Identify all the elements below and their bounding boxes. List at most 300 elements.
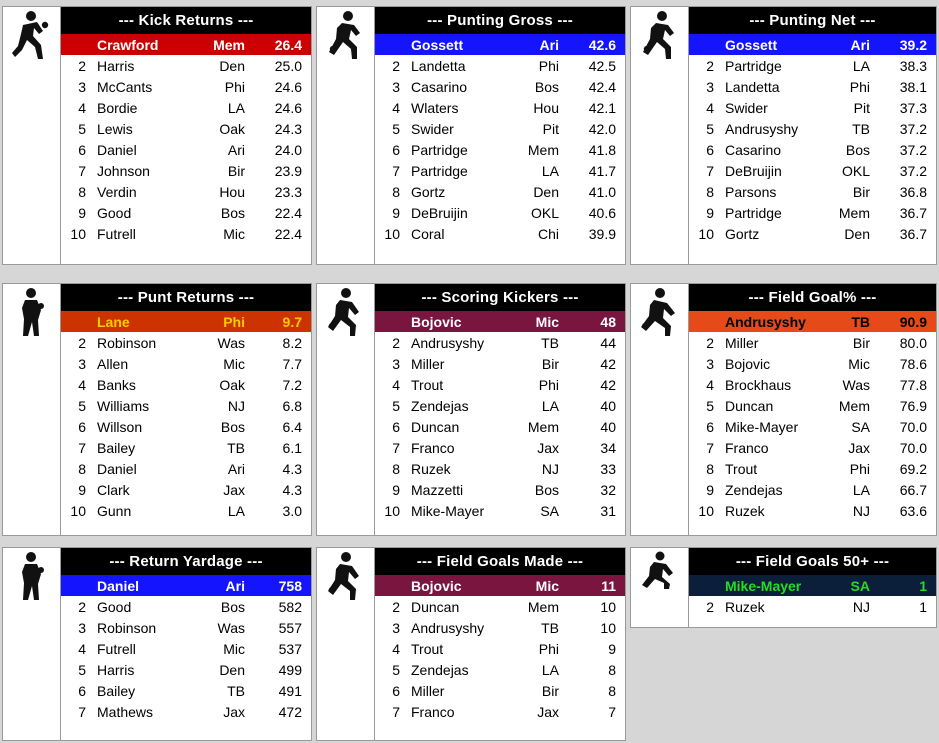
team-cell: Ari — [539, 36, 559, 53]
stat-value-cell: 6.1 — [282, 439, 302, 456]
table-row — [61, 223, 311, 244]
team-cell: Jax — [537, 439, 559, 456]
table-row — [61, 701, 311, 722]
player-name-cell: Gossett — [725, 36, 778, 53]
table-row — [375, 680, 625, 701]
team-cell: LA — [852, 57, 870, 74]
table-row — [61, 353, 311, 374]
table-row — [689, 596, 936, 617]
team-cell: Bos — [220, 598, 245, 615]
stat-value-cell: 78.6 — [899, 355, 927, 372]
team-cell: Ari — [227, 141, 245, 158]
player-name-cell: Landetta — [725, 78, 780, 95]
stat-value-cell: 69.2 — [899, 460, 927, 477]
player-name-cell: Gossett — [411, 36, 464, 53]
rank-cell: 6 — [392, 682, 400, 699]
table-row — [61, 181, 311, 202]
team-cell: Bir — [852, 334, 870, 351]
rank-cell: 8 — [78, 460, 86, 477]
team-cell: Bos — [845, 141, 870, 158]
rank-cell: 3 — [706, 78, 714, 95]
table-row — [61, 139, 311, 160]
team-cell: TB — [852, 120, 870, 137]
player-name-cell: Bojovic — [411, 313, 462, 330]
stat-value-cell: 22.4 — [274, 225, 302, 242]
team-cell: SA — [540, 502, 559, 519]
player-name-cell: Bojovic — [411, 577, 462, 594]
player-name-cell: Harris — [97, 661, 135, 678]
player-silhouette-icon — [317, 284, 375, 535]
leader-row — [61, 34, 311, 55]
stat-value-cell: 23.3 — [274, 183, 302, 200]
rank-cell: 9 — [78, 481, 86, 498]
team-cell: Bos — [220, 418, 245, 435]
team-cell: Mic — [223, 355, 245, 372]
team-cell: SA — [851, 418, 870, 435]
stat-panel-kick-returns — [2, 6, 312, 265]
player-name-cell: Zendejas — [411, 661, 469, 678]
stat-value-cell: 38.3 — [899, 57, 927, 74]
player-name-cell: Miller — [411, 355, 445, 372]
team-cell: NJ — [852, 598, 870, 615]
table-row — [689, 160, 936, 181]
table-row — [689, 374, 936, 395]
stat-value-cell: 42.0 — [588, 120, 616, 137]
player-name-cell: Miller — [411, 682, 445, 699]
team-cell: Phi — [538, 376, 559, 393]
table-row — [61, 202, 311, 223]
rank-cell: 10 — [70, 225, 86, 242]
player-name-cell: Bailey — [97, 682, 136, 699]
table-row — [375, 118, 625, 139]
rank-cell: 2 — [78, 57, 86, 74]
leader-list — [375, 575, 625, 722]
player-name-cell: Swider — [725, 99, 768, 116]
rank-cell: 5 — [392, 397, 400, 414]
table-row — [689, 479, 936, 500]
rank-cell: 10 — [698, 225, 714, 242]
table-row — [689, 55, 936, 76]
stat-value-cell: 42.6 — [588, 36, 616, 53]
team-cell: Den — [844, 225, 870, 242]
table-row — [375, 374, 625, 395]
team-cell: Bir — [852, 183, 870, 200]
leader-list — [375, 34, 625, 244]
player-name-cell: Zendejas — [411, 397, 469, 414]
stat-value-cell: 6.4 — [282, 418, 302, 435]
team-cell: LA — [227, 99, 245, 116]
table-row — [375, 202, 625, 223]
stat-value-cell: 8 — [608, 661, 616, 678]
rank-cell: 7 — [706, 162, 714, 179]
player-name-cell: Futrell — [97, 640, 136, 657]
stat-value-cell: 76.9 — [899, 397, 927, 414]
player-name-cell: Daniel — [97, 577, 140, 594]
stat-value-cell: 70.0 — [899, 418, 927, 435]
stat-value-cell: 23.9 — [274, 162, 302, 179]
rank-cell: 4 — [392, 640, 400, 657]
team-cell: LA — [541, 397, 559, 414]
leader-list — [61, 34, 311, 244]
table-row — [61, 97, 311, 118]
team-cell: TB — [227, 682, 245, 699]
team-cell: Den — [533, 183, 559, 200]
rank-cell: 10 — [698, 502, 714, 519]
table-row — [375, 500, 625, 521]
stat-value-cell: 42.5 — [588, 57, 616, 74]
stat-value-cell: 24.6 — [274, 78, 302, 95]
team-cell: Phi — [849, 460, 870, 477]
rank-cell: 6 — [706, 418, 714, 435]
stat-value-cell: 7.2 — [282, 376, 302, 393]
panel-body — [375, 284, 625, 535]
stat-value-cell: 41.7 — [588, 162, 616, 179]
player-name-cell: Banks — [97, 376, 136, 393]
panel-title: --- Kick Returns --- — [61, 7, 311, 34]
panel-title: --- Punting Net --- — [689, 7, 936, 34]
team-cell: Mic — [223, 640, 245, 657]
table-row — [61, 479, 311, 500]
stat-value-cell: 77.8 — [899, 376, 927, 393]
player-name-cell: Franco — [725, 439, 769, 456]
stat-value-cell: 472 — [278, 703, 302, 720]
rank-cell: 5 — [78, 397, 86, 414]
stat-value-cell: 4.3 — [282, 481, 302, 498]
stat-panel-punt-returns — [2, 283, 312, 536]
panel-title: --- Field Goal% --- — [689, 284, 936, 311]
rank-cell: 6 — [78, 141, 86, 158]
player-name-cell: Partridge — [411, 141, 468, 158]
stat-value-cell: 4.3 — [282, 460, 302, 477]
rank-cell: 4 — [78, 640, 86, 657]
team-cell: Phi — [224, 78, 245, 95]
panel-title: --- Scoring Kickers --- — [375, 284, 625, 311]
table-row — [689, 97, 936, 118]
stat-value-cell: 41.0 — [588, 183, 616, 200]
player-name-cell: Harris — [97, 57, 135, 74]
table-row — [689, 223, 936, 244]
stat-value-cell: 42 — [600, 355, 616, 372]
player-name-cell: Casarino — [411, 78, 468, 95]
leader-list — [689, 575, 936, 617]
panel-title: --- Return Yardage --- — [61, 548, 311, 575]
table-row — [689, 353, 936, 374]
rank-cell: 9 — [706, 481, 714, 498]
stat-value-cell: 1 — [919, 577, 927, 594]
player-silhouette-icon — [3, 284, 61, 535]
rank-cell: 10 — [384, 225, 400, 242]
stat-value-cell: 34 — [600, 439, 616, 456]
player-name-cell: Bojovic — [725, 355, 771, 372]
player-name-cell: Duncan — [725, 397, 774, 414]
table-row — [689, 139, 936, 160]
stat-value-cell: 44 — [600, 334, 616, 351]
panel-title: --- Field Goals 50+ --- — [689, 548, 936, 575]
player-name-cell: Partridge — [725, 57, 782, 74]
stat-value-cell: 22.4 — [274, 204, 302, 221]
rank-cell: 4 — [78, 99, 86, 116]
rank-cell: 3 — [78, 619, 86, 636]
team-cell: Mem — [838, 397, 870, 414]
table-row — [375, 353, 625, 374]
stat-value-cell: 11 — [601, 577, 616, 594]
player-silhouette-icon — [631, 548, 689, 627]
team-cell: Bos — [220, 204, 245, 221]
rank-cell: 10 — [70, 502, 86, 519]
team-cell: Chi — [537, 225, 559, 242]
panel-body — [689, 548, 936, 627]
rank-cell: 8 — [78, 183, 86, 200]
player-name-cell: Ruzek — [725, 502, 765, 519]
rank-cell: 7 — [78, 162, 86, 179]
team-cell: Jax — [223, 481, 245, 498]
table-row — [375, 160, 625, 181]
team-cell: Pit — [853, 99, 870, 116]
table-row — [375, 416, 625, 437]
stat-value-cell: 36.7 — [899, 225, 927, 242]
player-name-cell: Partridge — [411, 162, 468, 179]
player-name-cell: Gortz — [725, 225, 760, 242]
table-row — [375, 223, 625, 244]
table-row — [61, 680, 311, 701]
table-row — [689, 500, 936, 521]
player-silhouette-icon — [3, 548, 61, 740]
player-name-cell: Good — [97, 204, 132, 221]
panel-body — [61, 548, 311, 740]
table-row — [61, 458, 311, 479]
stat-value-cell: 24.6 — [274, 99, 302, 116]
team-cell: Ari — [850, 36, 870, 53]
player-name-cell: Franco — [411, 439, 455, 456]
player-silhouette-icon — [317, 548, 375, 740]
player-name-cell: Mathews — [97, 703, 154, 720]
player-name-cell: Daniel — [97, 141, 137, 158]
rank-cell: 2 — [78, 598, 86, 615]
rank-cell: 9 — [78, 204, 86, 221]
player-name-cell: Mike-Mayer — [411, 502, 485, 519]
player-name-cell: Gunn — [97, 502, 132, 519]
table-row — [61, 437, 311, 458]
leader-row — [375, 34, 625, 55]
rank-cell: 4 — [706, 99, 714, 116]
player-name-cell: Trout — [725, 460, 758, 477]
team-cell: Mem — [527, 418, 559, 435]
player-name-cell: Andrusyshy — [411, 334, 485, 351]
table-row — [61, 118, 311, 139]
table-row — [689, 332, 936, 353]
player-name-cell: Mike-Mayer — [725, 418, 799, 435]
stat-value-cell: 25.0 — [274, 57, 302, 74]
stat-value-cell: 42 — [600, 376, 616, 393]
rank-cell: 9 — [392, 481, 400, 498]
player-name-cell: Crawford — [97, 36, 159, 53]
team-cell: Hou — [533, 99, 559, 116]
stat-value-cell: 90.9 — [899, 313, 927, 330]
panel-title: --- Field Goals Made --- — [375, 548, 625, 575]
stat-value-cell: 1 — [919, 598, 927, 615]
player-silhouette-icon — [3, 7, 61, 264]
stat-value-cell: 499 — [278, 661, 302, 678]
rank-cell: 2 — [706, 598, 714, 615]
rank-cell: 3 — [392, 619, 400, 636]
stat-panel-punting-gross — [316, 6, 626, 265]
player-name-cell: Casarino — [725, 141, 782, 158]
team-cell: Mem — [527, 598, 559, 615]
player-silhouette-icon — [631, 284, 689, 535]
player-name-cell: Trout — [411, 640, 444, 657]
team-cell: OKL — [841, 162, 870, 179]
stat-value-cell: 70.0 — [899, 439, 927, 456]
stat-value-cell: 48 — [600, 313, 616, 330]
stat-value-cell: 8 — [608, 682, 616, 699]
stat-panel-punting-net — [630, 6, 937, 265]
team-cell: Den — [219, 661, 245, 678]
stat-value-cell: 38.1 — [899, 78, 927, 95]
rank-cell: 2 — [392, 598, 400, 615]
player-name-cell: Zendejas — [725, 481, 783, 498]
rank-cell: 10 — [384, 502, 400, 519]
team-cell: Pit — [542, 120, 559, 137]
stat-value-cell: 63.6 — [899, 502, 927, 519]
panel-body — [689, 7, 936, 264]
table-row — [375, 437, 625, 458]
stat-panel-return-yardage — [2, 547, 312, 741]
panel-body — [689, 284, 936, 535]
panel-body — [61, 7, 311, 264]
team-cell: Bos — [534, 78, 559, 95]
stat-value-cell: 37.2 — [899, 120, 927, 137]
team-cell: TB — [541, 334, 559, 351]
leader-list — [689, 311, 936, 521]
rank-cell: 2 — [706, 334, 714, 351]
rank-cell: 7 — [706, 439, 714, 456]
table-row — [689, 458, 936, 479]
team-cell: Phi — [538, 640, 559, 657]
stat-value-cell: 40 — [600, 418, 616, 435]
team-cell: Phi — [849, 78, 870, 95]
rank-cell: 2 — [706, 57, 714, 74]
table-row — [61, 416, 311, 437]
stat-value-cell: 582 — [278, 598, 302, 615]
stat-value-cell: 32 — [600, 481, 616, 498]
leader-row — [61, 575, 311, 596]
player-name-cell: Partridge — [725, 204, 782, 221]
table-row — [61, 55, 311, 76]
table-row — [61, 395, 311, 416]
leader-row — [689, 34, 936, 55]
team-cell: Mic — [223, 225, 245, 242]
team-cell: Den — [219, 57, 245, 74]
rank-cell: 5 — [78, 120, 86, 137]
player-name-cell: DeBruijin — [725, 162, 782, 179]
panel-body — [375, 7, 625, 264]
rank-cell: 3 — [392, 355, 400, 372]
stat-value-cell: 31 — [600, 502, 616, 519]
stat-panel-field-goal-pct — [630, 283, 937, 536]
table-row — [61, 500, 311, 521]
stat-value-cell: 42.1 — [588, 99, 616, 116]
panel-title: --- Punt Returns --- — [61, 284, 311, 311]
rank-cell: 6 — [392, 418, 400, 435]
player-name-cell: DeBruijin — [411, 204, 468, 221]
stat-value-cell: 758 — [278, 577, 302, 594]
rank-cell: 7 — [78, 439, 86, 456]
team-cell: Jax — [848, 439, 870, 456]
rank-cell: 5 — [78, 661, 86, 678]
team-cell: Bir — [541, 355, 559, 372]
team-cell: NJ — [227, 397, 245, 414]
rank-cell: 5 — [706, 397, 714, 414]
team-cell: Mic — [848, 355, 870, 372]
rank-cell: 2 — [78, 334, 86, 351]
player-name-cell: Williams — [97, 397, 150, 414]
table-row — [61, 596, 311, 617]
team-cell: Oak — [219, 120, 245, 137]
player-name-cell: Bordie — [97, 99, 138, 116]
team-cell: Bir — [227, 162, 245, 179]
stat-value-cell: 40 — [600, 397, 616, 414]
team-cell: SA — [850, 577, 870, 594]
stat-value-cell: 40.6 — [588, 204, 616, 221]
panel-body — [61, 284, 311, 535]
table-row — [689, 395, 936, 416]
player-name-cell: Andrusyshy — [411, 619, 485, 636]
panel-body — [375, 548, 625, 740]
team-cell: Bos — [534, 481, 559, 498]
stat-value-cell: 39.2 — [899, 36, 927, 53]
stat-value-cell: 36.7 — [899, 204, 927, 221]
table-row — [375, 332, 625, 353]
stat-value-cell: 37.2 — [899, 141, 927, 158]
rank-cell: 6 — [78, 418, 86, 435]
rank-cell: 9 — [706, 204, 714, 221]
player-silhouette-icon — [317, 7, 375, 264]
rank-cell: 9 — [392, 204, 400, 221]
leader-list — [61, 575, 311, 722]
rank-cell: 3 — [392, 78, 400, 95]
table-row — [689, 202, 936, 223]
player-name-cell: Bailey — [97, 439, 136, 456]
table-row — [375, 479, 625, 500]
stat-value-cell: 80.0 — [899, 334, 927, 351]
team-cell: Phi — [538, 57, 559, 74]
stat-panel-field-goals-made — [316, 547, 626, 741]
player-name-cell: Verdin — [97, 183, 137, 200]
player-name-cell: Good — [97, 598, 132, 615]
stat-value-cell: 37.2 — [899, 162, 927, 179]
team-cell: TB — [851, 313, 870, 330]
player-name-cell: Duncan — [411, 418, 460, 435]
stat-panel-field-goals-50 — [630, 547, 937, 628]
table-row — [375, 701, 625, 722]
rank-cell: 8 — [706, 460, 714, 477]
stat-value-cell: 6.8 — [282, 397, 302, 414]
rank-cell: 6 — [78, 682, 86, 699]
stat-value-cell: 42.4 — [588, 78, 616, 95]
player-name-cell: Clark — [97, 481, 130, 498]
team-cell: Was — [842, 376, 870, 393]
stat-value-cell: 24.0 — [274, 141, 302, 158]
leader-list — [375, 311, 625, 521]
rank-cell: 5 — [392, 661, 400, 678]
rank-cell: 4 — [392, 376, 400, 393]
team-cell: Hou — [219, 183, 245, 200]
team-cell: TB — [227, 439, 245, 456]
table-row — [61, 160, 311, 181]
player-name-cell: Daniel — [97, 460, 137, 477]
table-row — [61, 638, 311, 659]
player-name-cell: Lewis — [97, 120, 133, 137]
